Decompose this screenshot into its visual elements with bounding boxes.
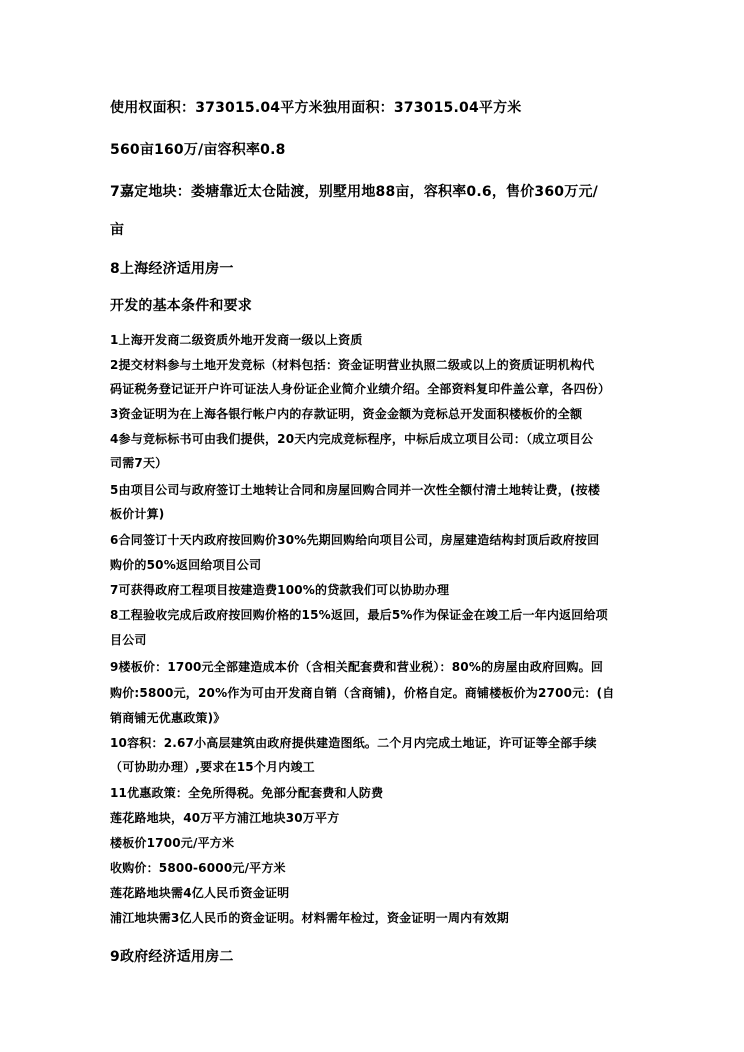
item-2-cont: 码证税务登记证开户许可证法人身份证企业简介业绩介绍。全部资料复印件盖公章，各四份）	[110, 382, 611, 396]
item-5-cont: 板价计算)	[110, 507, 165, 521]
item-10: 10容积：2.67小高层建筑由政府提供建造图纸。二个月内完成土地证，许可证等全部手续	[110, 736, 597, 750]
item-11: 11优惠政策：全免所得税。免部分配套费和人防费	[110, 786, 384, 800]
floor-price-line: 楼板价1700元/平方米	[110, 836, 235, 850]
section-heading-9: 9政府经济适用房二	[110, 949, 234, 965]
item-3: 3资金证明为在上海各银行帐户内的存款证明，资金金额为竞标总开发面积楼板价的全额	[110, 407, 583, 421]
area-line: 使用权面积：373015.04平方米独用面积：373015.04平方米	[110, 100, 522, 116]
jiading-plot-line-cont: 亩	[110, 222, 125, 238]
jiading-plot-line: 7嘉定地块：娄塘靠近太仓陆渡，别墅用地88亩，容积率0.6，售价360万元/	[110, 184, 598, 200]
subheading-requirements: 开发的基本条件和要求	[110, 298, 252, 314]
item-9-cont: 购价:5800元，20%作为可由开发商自销（含商铺)，价格自定。商铺楼板价为2700元：(自	[110, 686, 615, 700]
purchase-price-line: 收购价：5800-6000元/平方米	[110, 861, 286, 875]
item-4: 4参与竞标标书可由我们提供，20天内完成竞标程序，中标后成立项目公司：（成立项目公	[110, 432, 594, 446]
plots-line: 莲花路地块，40万平方浦江地块30万平方	[110, 811, 340, 825]
item-6-cont: 购价的50%返回给项目公司	[110, 558, 262, 572]
item-1: 1上海开发商二级资质外地开发商一级以上资质	[110, 333, 363, 347]
item-7: 7可获得政府工程项目按建造费100%的贷款我们可以协助办理	[110, 583, 450, 597]
item-9-cont-2: 销商铺无优惠政策)》	[110, 711, 226, 725]
item-6: 6合同签订十天内政府按回购价30%先期回购给向项目公司，房屋建造结构封顶后政府按回	[110, 533, 600, 547]
item-8: 8工程验收完成后政府按回购价格的15%返回，最后5%作为保证金在竣工后一年内返回给项	[110, 608, 608, 622]
item-2: 2提交材料参与土地开发竞标（材料包括：资金证明营业执照二级或以上的资质证明机构代	[110, 358, 595, 372]
section-heading-8: 8上海经济适用房一	[110, 261, 234, 277]
item-9: 9楼板价：1700元全部建造成本价（含相关配套费和营业税）：80%的房屋由政府回购。回	[110, 660, 604, 674]
item-4-cont: 司需7天）	[110, 456, 168, 470]
item-10-cont: （可协助办理）,要求在15个月内竣工	[110, 760, 315, 774]
pujiang-funds-line: 浦江地块需3亿人民币的资金证明。材料需年检过，资金证明一周内有效期	[110, 911, 509, 925]
item-5: 5由项目公司与政府签订土地转让合同和房屋回购合同并一次性全额付清土地转让费，(按楼	[110, 483, 601, 497]
lianhua-funds-line: 莲花路地块需4亿人民币资金证明	[110, 886, 290, 900]
price-line: 560亩160万/亩容积率0.8	[110, 142, 286, 158]
item-8-cont: 目公司	[110, 633, 147, 647]
